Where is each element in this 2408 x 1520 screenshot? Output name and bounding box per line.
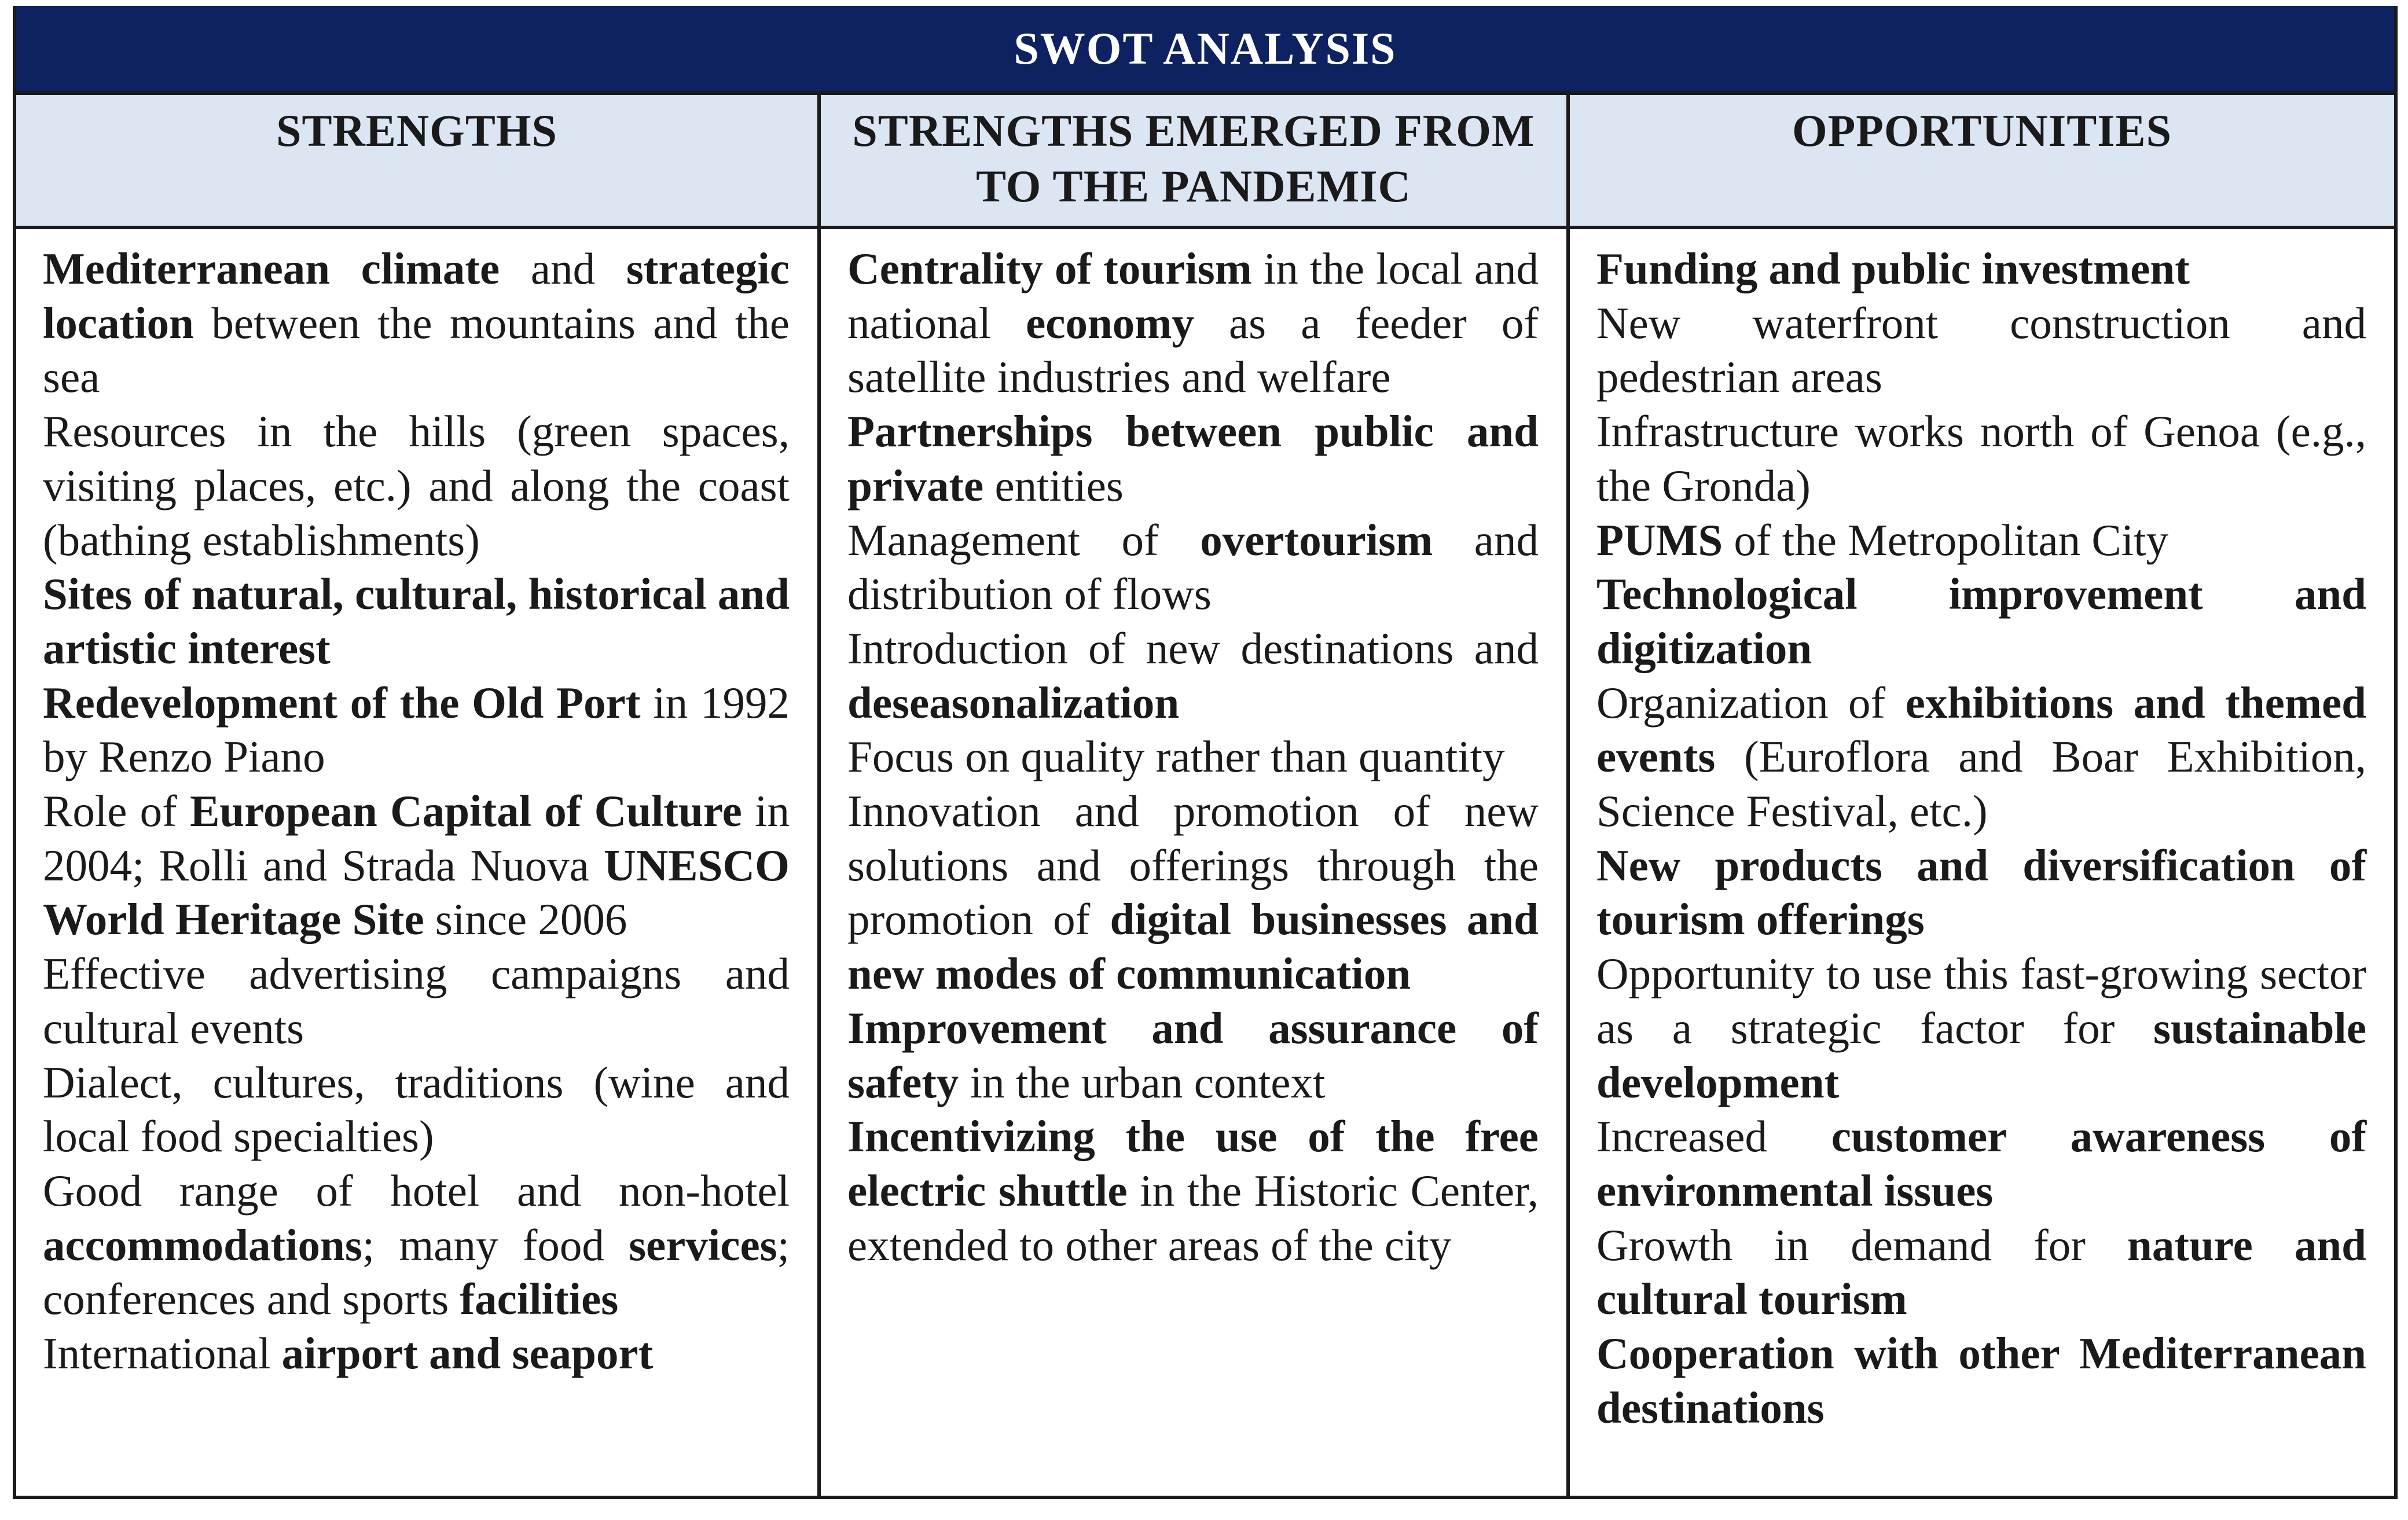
- item-text: Focus on quality rather than quantity: [847, 732, 1505, 782]
- item-text-bold: strategic location: [43, 244, 790, 348]
- item-text: Management of: [847, 515, 1201, 565]
- list-item: [847, 784, 1539, 1001]
- item-text-bold: Cooperation with other Mediterranean destinations: [1596, 1328, 2366, 1433]
- item-text-bold: digital businesses and new modes of communication: [847, 894, 1539, 999]
- list-item: [847, 513, 1539, 622]
- item-text-bold: Incentivizing the use of the free electric shuttle: [847, 1111, 1539, 1216]
- item-text: as a feeder of satellite industries and welfare: [847, 298, 1539, 402]
- header-row: [16, 95, 2394, 229]
- item-text-bold: Funding and public investment: [1596, 244, 2190, 293]
- item-text-bold: Mediterranean climate: [43, 244, 500, 293]
- list-item: [43, 947, 790, 1055]
- list-item: [1596, 242, 2366, 296]
- item-text-bold: economy: [1026, 298, 1194, 348]
- list-item: [847, 242, 1539, 405]
- item-text: Opportunity to use this fast-growing sector as a strategic factor for: [1596, 949, 2366, 1053]
- list-item: [1596, 947, 2366, 1110]
- item-text: in the Historic Center, extended to other areas of the city: [847, 1165, 1539, 1270]
- item-text: in the local and national: [847, 244, 1539, 348]
- list-item: [1596, 1110, 2366, 1218]
- list-item: [847, 1001, 1539, 1110]
- list-item: [1596, 839, 2366, 947]
- item-text: Role of: [43, 786, 190, 836]
- item-text: in the urban context: [959, 1057, 1326, 1107]
- item-text: and distribution of flows: [847, 515, 1539, 619]
- item-text-bold: deseasonalization: [847, 677, 1180, 728]
- item-text-bold: European Capital of Culture: [190, 786, 742, 836]
- swot-table: [13, 6, 2398, 1499]
- item-text: International: [43, 1328, 282, 1379]
- item-text-bold: services: [629, 1220, 777, 1270]
- item-text-bold: Improvement and assurance of safety: [847, 1003, 1539, 1107]
- header-strengths: STRENGTHS: [16, 95, 821, 226]
- item-text: and: [500, 244, 626, 293]
- strengths-cell: [16, 229, 821, 1499]
- item-text: Increased: [1596, 1111, 1831, 1162]
- list-item: [43, 567, 790, 675]
- list-item: [847, 1110, 1539, 1272]
- pandemic-strengths-cell: [821, 229, 1570, 1499]
- body-row: [16, 229, 2394, 1499]
- list-item: [43, 676, 790, 784]
- item-text: of the Metropolitan City: [1723, 515, 2169, 565]
- list-item: [847, 405, 1539, 513]
- list-item: [1596, 1218, 2366, 1327]
- list-item: [1596, 676, 2366, 839]
- item-text-bold: UNESCO World Heritage Site: [43, 840, 790, 945]
- list-item: [43, 784, 790, 947]
- list-item: [43, 1164, 790, 1327]
- item-text: between the mountains and the sea: [43, 298, 790, 402]
- item-text: in 2004; Rolli and Strada Nuova: [43, 786, 790, 890]
- list-item: [43, 405, 790, 567]
- list-item: [1596, 405, 2366, 513]
- item-text: New waterfront construction and pedestrian areas: [1596, 298, 2366, 402]
- item-text-bold: accommodations: [43, 1220, 362, 1270]
- item-text: since 2006: [424, 894, 627, 945]
- item-text-bold: facilities: [460, 1274, 619, 1324]
- list-item: [43, 1056, 790, 1164]
- item-text-bold: overtourism: [1200, 515, 1433, 565]
- list-item: [43, 1327, 790, 1381]
- item-text: Growth in demand for: [1596, 1220, 2128, 1270]
- item-text-bold: customer awareness of environmental issues: [1596, 1111, 2366, 1216]
- item-text-bold: nature and cultural tourism: [1596, 1220, 2366, 1324]
- item-text: Infrastructure works north of Genoa (e.g., the Gronda): [1596, 406, 2366, 511]
- item-text-bold: Partnerships between public and private: [847, 406, 1539, 511]
- item-text-bold: sustainable development: [1596, 1003, 2366, 1107]
- list-item: [1596, 296, 2366, 405]
- item-text: Organization of: [1596, 677, 1906, 728]
- item-text-bold: exhibitions and themed events: [1596, 677, 2366, 782]
- opportunities-cell: [1570, 229, 2394, 1499]
- item-text: Dialect, cultures, traditions (wine and local food specialties): [43, 1057, 790, 1162]
- item-text-bold: airport and seaport: [281, 1328, 654, 1379]
- list-item: [847, 622, 1539, 730]
- list-item: [1596, 513, 2366, 568]
- item-text: Effective advertising campaigns and cultural events: [43, 949, 790, 1053]
- list-item: [1596, 1327, 2366, 1435]
- item-text: entities: [983, 460, 1124, 511]
- item-text-bold: Technological improvement and digitization: [1596, 569, 2366, 673]
- item-text: ; many food: [362, 1220, 629, 1270]
- item-text-bold: New products and diversification of tourism offerings: [1596, 840, 2366, 945]
- header-pandemic-strengths: STRENGTHS EMERGED FROM TO THE PANDEMIC: [821, 95, 1570, 226]
- header-opportunities: OPPORTUNITIES: [1792, 105, 2172, 156]
- item-text: ; conferences and sports: [43, 1220, 790, 1324]
- list-item: [1596, 567, 2366, 675]
- list-item: [847, 730, 1539, 784]
- item-text: Innovation and promotion of new solutions and offerings through the promotion of: [847, 786, 1539, 945]
- item-text-bold: PUMS: [1596, 515, 1723, 565]
- item-text: Good range of hotel and non-hotel: [43, 1165, 790, 1216]
- item-text: (Euroflora and Boar Exhibition, Science Festival, etc.): [1596, 732, 2366, 836]
- table-title: SWOT ANALYSIS: [16, 6, 2394, 95]
- item-text-bold: Redevelopment of the Old Port: [43, 677, 641, 728]
- item-text: Resources in the hills (green spaces, visiting places, etc.) and along the coast (bathing establishments): [43, 406, 790, 565]
- item-text: in 1992 by Renzo Piano: [43, 677, 790, 782]
- item-text-bold: Centrality of tourism: [847, 244, 1252, 293]
- item-text: Introduction of new destinations and: [847, 623, 1539, 673]
- item-text-bold: Sites of natural, cultural, historical and artistic interest: [43, 569, 790, 673]
- list-item: [43, 242, 790, 405]
